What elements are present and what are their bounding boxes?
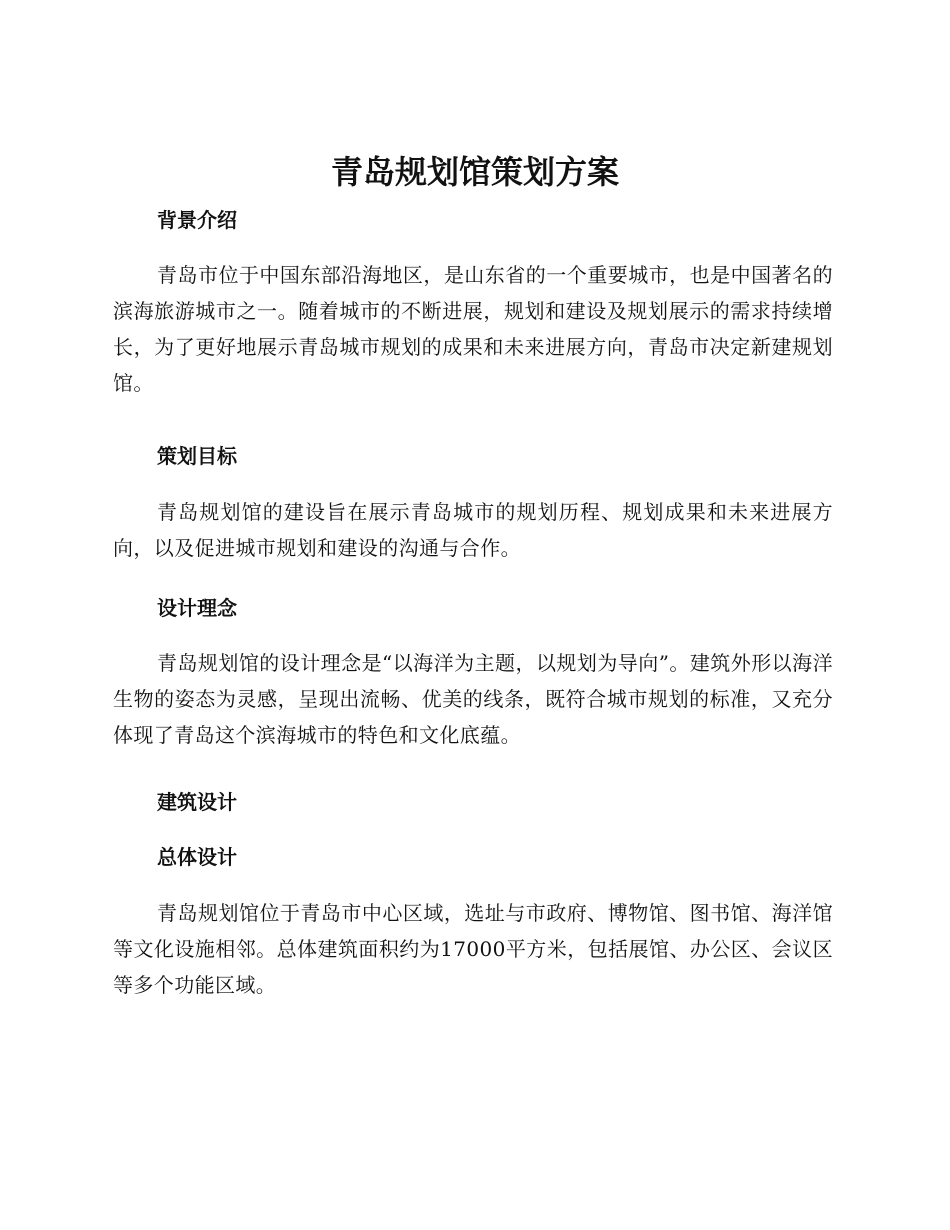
section-body-goal: 青岛规划馆的建设旨在展示青岛城市的规划历程、规划成果和未来进展方向，以及促进城市规划和建设的沟通与合作。 <box>113 500 833 560</box>
section-heading-background: 背景介绍 <box>157 208 237 232</box>
section-body-background: 青岛市位于中国东部沿海地区，是山东省的一个重要城市，也是中国著名的滨海旅游城市之一。随着城市的不断进展，规划和建设及规划展示的需求持续增长，为了更好地展示青岛城市规划的成果和未来进展方向，青岛市决定新建规划馆。 <box>113 263 833 395</box>
section-body-overall-design: 青岛规划馆位于青岛市中心区域，选址与市政府、博物馆、图书馆、海洋馆等文化设施相邻。总体建筑面积约为17000平方米，包括展馆、办公区、会议区等多个功能区域。 <box>113 901 833 997</box>
section-heading-concept: 设计理念 <box>157 596 237 620</box>
section-body-concept: 青岛规划馆的设计理念是“以海洋为主题，以规划为导向”。建筑外形以海洋生物的姿态为灵感，呈现出流畅、优美的线条，既符合城市规划的标准，又充分体现了青岛这个滨海城市的特色和文化底蕴。 <box>113 651 833 747</box>
section-heading-architecture: 建筑设计 <box>157 790 237 814</box>
document-title: 青岛规划馆策划方案 <box>330 153 619 191</box>
section-heading-overall-design: 总体设计 <box>157 845 237 869</box>
section-heading-goal: 策划目标 <box>157 444 237 468</box>
